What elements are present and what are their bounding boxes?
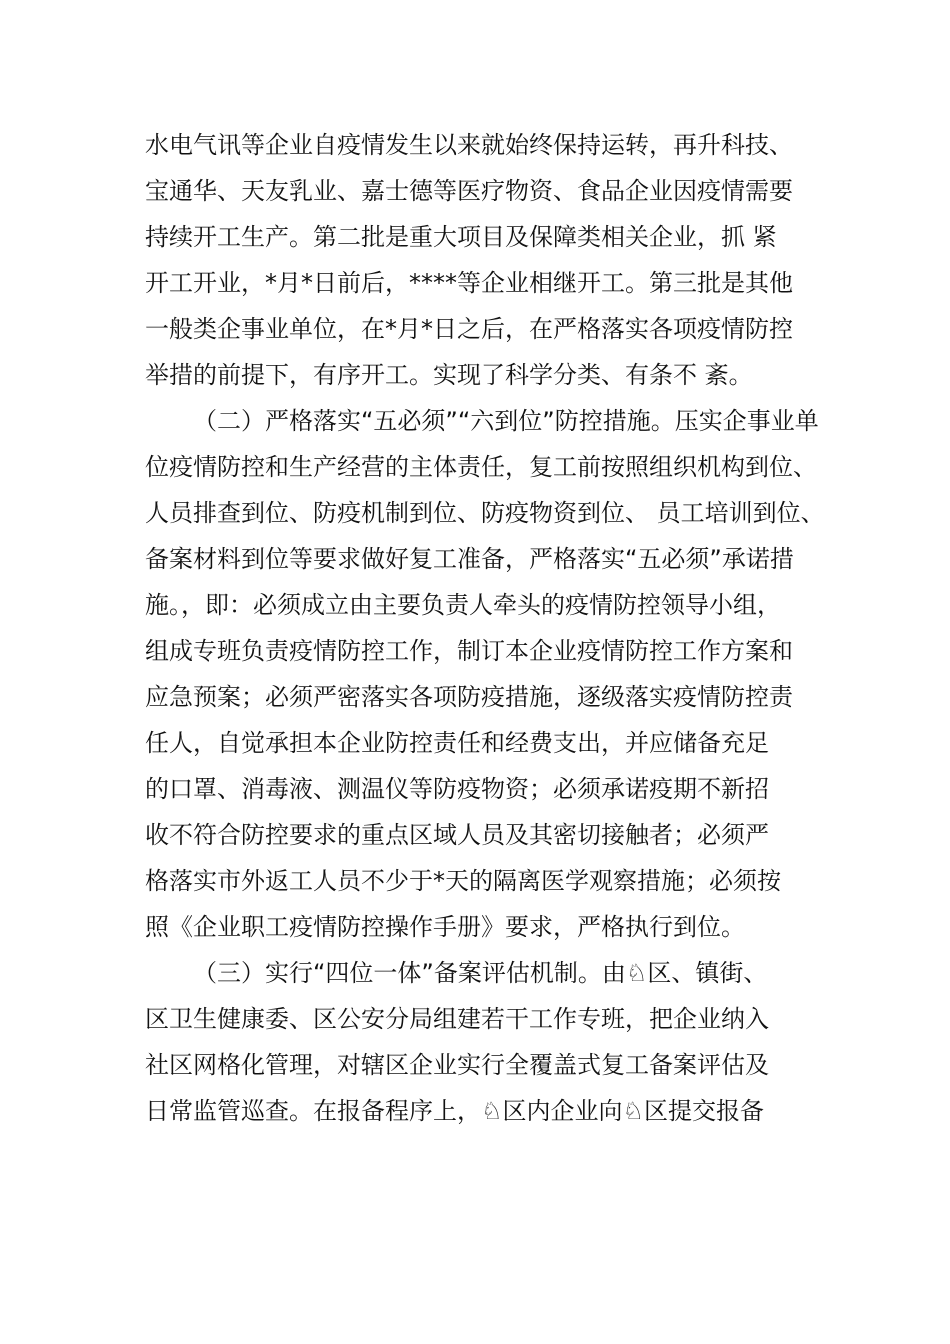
text-line: 备案材料到位等要求做好复工准备，严格落实“五必须”承诺措 xyxy=(145,545,794,573)
text-line: 持续开工生产。第二批是重大项目及保障类相关企业，抓 紧 xyxy=(145,223,777,251)
section-heading-2: （二）严格落实“五必须”“六到位”防控措施。压实企事业单 xyxy=(193,407,819,435)
body-text xyxy=(145,122,845,1134)
section-heading-3: （三）实行“四位一体”备案评估机制。由♘区、镇街、 xyxy=(193,959,768,987)
text-line: 组成专班负责疫情防控工作，制订本企业疫情防控工作方案和 xyxy=(145,637,793,665)
text-line: 施。，即：必须成立由主要负责人牵头的疫情防控领导小组， xyxy=(145,591,781,619)
text-line: 的口罩、消毒液、测温仪等防疫物资；必须承诺疫期不新招 xyxy=(145,775,769,803)
text-line: 格落实市外返工人员不少于*天的隔离医学观察措施；必须按 xyxy=(145,867,781,895)
text-line: 位疫情防控和生产经营的主体责任，复工前按照组织机构到位、 xyxy=(145,453,817,481)
text-line: 收不符合防控要求的重点区域人员及其密切接触者；必须严 xyxy=(145,821,769,849)
text-line: 宝通华、天友乳业、嘉士德等医疗物资、食品企业因疫情需要 xyxy=(145,177,793,205)
text-line: 举措的前提下，有序开工。实现了科学分类、有条不 紊。 xyxy=(145,361,753,389)
text-line: 日常监管巡查。在报备程序上，♘区内企业向♘区提交报备 xyxy=(145,1097,765,1125)
text-line: 任人，自觉承担本企业防控责任和经费支出，并应储备充足 xyxy=(145,729,769,757)
text-line: 水电气讯等企业自疫情发生以来就始终保持运转，再升科技、 xyxy=(145,131,793,159)
text-line: 照《企业职工疫情防控操作手册》要求，严格执行到位。 xyxy=(145,913,745,941)
text-line: 一般类企事业单位，在*月*日之后，在严格落实各项疫情防控 xyxy=(145,315,793,343)
text-line: 开工开业，*月*日前后，****等企业相继开工。第三批是其他 xyxy=(145,269,793,297)
text-line: 人员排查到位、防疫机制到位、防疫物资到位、 员工培训到位、 xyxy=(145,499,825,527)
text-line: 社区网格化管理，对辖区企业实行全覆盖式复工备案评估及 xyxy=(145,1051,769,1079)
text-line: 应急预案；必须严密落实各项防疫措施，逐级落实疫情防控责 xyxy=(145,683,793,711)
text-line: 区卫生健康委、区公安分局组建若干工作专班，把企业纳入 xyxy=(145,1005,769,1033)
